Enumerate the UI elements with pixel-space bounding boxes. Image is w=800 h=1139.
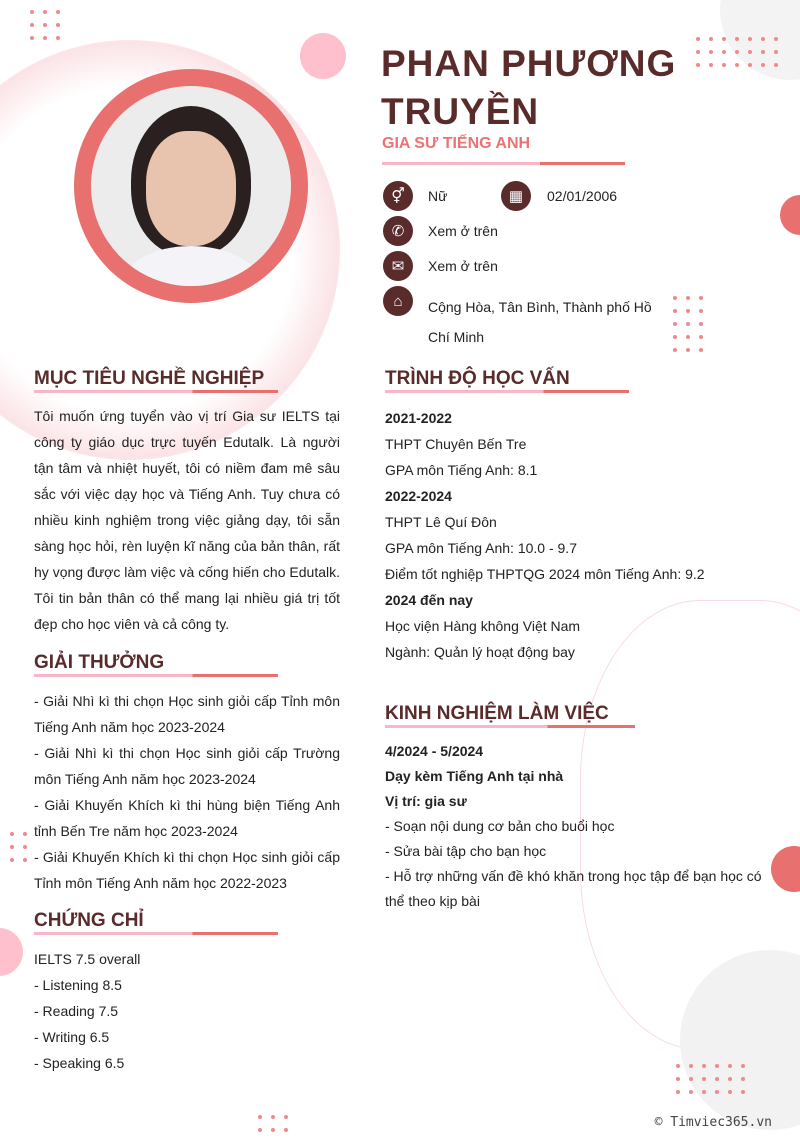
education-line: Ngành: Quản lý hoạt động bay: [385, 644, 575, 660]
phone-icon: ✆: [383, 216, 413, 246]
certificates-heading: CHỨNG CHỈ: [34, 910, 144, 931]
awards-heading: GIẢI THƯỞNG: [34, 652, 165, 673]
education-line: Học viện Hàng không Việt Nam: [385, 618, 581, 634]
objective-text: Tôi muốn ứng tuyển vào vị trí Gia sư IELTS tại công ty giáo dục trực tuyến Edutalk. Là người tận tâm và nhiệt huyết, tôi có niềm đam mê sâu sắc với việc dạy học và Tiếng Anh. Tuy chưa có nhiều kinh nghiệm trong việc giảng dạy, tôi sẵn sàng học hỏi, rèn luyện kĩ năng của bản thân, rất hy vọng được làm việc và cống hiến cho Edutalk. Tôi tin bản thân có thể mang lại nhiều giá trị tốt đẹp cho học viên và cả công ty.: [34, 408, 340, 632]
education-period: 2021-2022: [385, 410, 452, 426]
certificate-item: - Reading 7.5: [34, 1003, 119, 1019]
education-line: GPA môn Tiếng Anh: 10.0 - 9.7: [385, 540, 577, 556]
education-list: [385, 405, 715, 665]
job-title: GIA SƯ TIẾNG ANH: [382, 135, 531, 152]
experience-item: - Hỗ trợ những vấn đề khó khăn trong học tập để bạn học có thể theo kịp bài: [385, 868, 762, 909]
phone: Xem ở trên: [428, 223, 498, 239]
divider: [385, 725, 635, 728]
gender: Nữ: [428, 188, 448, 204]
education-line: GPA môn Tiếng Anh: 8.1: [385, 462, 538, 478]
profile-photo-frame: [74, 69, 308, 303]
calendar-icon: ▦: [501, 181, 531, 211]
education-line: THPT Chuyên Bến Tre: [385, 436, 527, 452]
certificate-item: - Listening 8.5: [34, 977, 122, 993]
divider: [34, 390, 278, 393]
birthdate: 02/01/2006: [547, 188, 618, 204]
certificate-item: - Writing 6.5: [34, 1029, 110, 1045]
education-period: 2024 đến nay: [385, 592, 473, 608]
experience-heading: KINH NGHIỆM LÀM VIỆC: [385, 703, 609, 724]
watermark: © Timviec365.vn: [654, 1115, 772, 1130]
certificate-item: - Speaking 6.5: [34, 1055, 125, 1071]
divider: [34, 932, 278, 935]
awards-list: [34, 688, 340, 896]
education-heading: TRÌNH ĐỘ HỌC VẤN: [385, 368, 570, 389]
objective-heading: MỤC TIÊU NGHỀ NGHIỆP: [34, 368, 265, 389]
gender-icon: ⚥: [383, 181, 413, 211]
email: Xem ở trên: [428, 258, 498, 274]
address: Cộng Hòa, Tân Bình, Thành phố Hồ Chí Minh: [428, 299, 652, 345]
divider: [382, 162, 625, 165]
award-item: - Giải Nhì kì thi chọn Học sinh giỏi cấp Trường môn Tiếng Anh năm học 2023-2024: [34, 745, 340, 787]
experience-list: [385, 739, 775, 914]
certificate-item: IELTS 7.5 overall: [34, 951, 141, 967]
divider: [34, 674, 278, 677]
education-line: THPT Lê Quí Đôn: [385, 514, 497, 530]
award-item: - Giải Nhì kì thi chọn Học sinh giỏi cấp Tỉnh môn Tiếng Anh năm học 2023-2024: [34, 693, 340, 735]
candidate-name: PHAN PHƯƠNG TRUYỀN: [381, 43, 677, 132]
award-item: - Giải Khuyến Khích kì thi chọn Học sinh giỏi cấp Tỉnh môn Tiếng Anh năm học 2022-2023: [34, 849, 340, 891]
education-line: Điểm tốt nghiệp THPTQG 2024 môn Tiếng Anh: 9.2: [385, 566, 705, 582]
profile-photo: [91, 86, 291, 286]
experience-period: 4/2024 - 5/2024: [385, 743, 484, 759]
experience-position: Vị trí: gia sư: [385, 793, 467, 809]
education-period: 2022-2024: [385, 488, 452, 504]
certificates-list: [34, 946, 340, 1076]
experience-company: Dạy kèm Tiếng Anh tại nhà: [385, 768, 564, 784]
email-icon: ✉: [383, 251, 413, 281]
home-icon: ⌂: [383, 286, 413, 316]
experience-item: - Sửa bài tập cho bạn học: [385, 843, 547, 859]
divider: [385, 390, 629, 393]
award-item: - Giải Khuyến Khích kì thi hùng biện Tiếng Anh tỉnh Bến Tre năm học 2023-2024: [34, 797, 340, 839]
experience-item: - Soạn nội dung cơ bản cho buổi học: [385, 818, 615, 834]
